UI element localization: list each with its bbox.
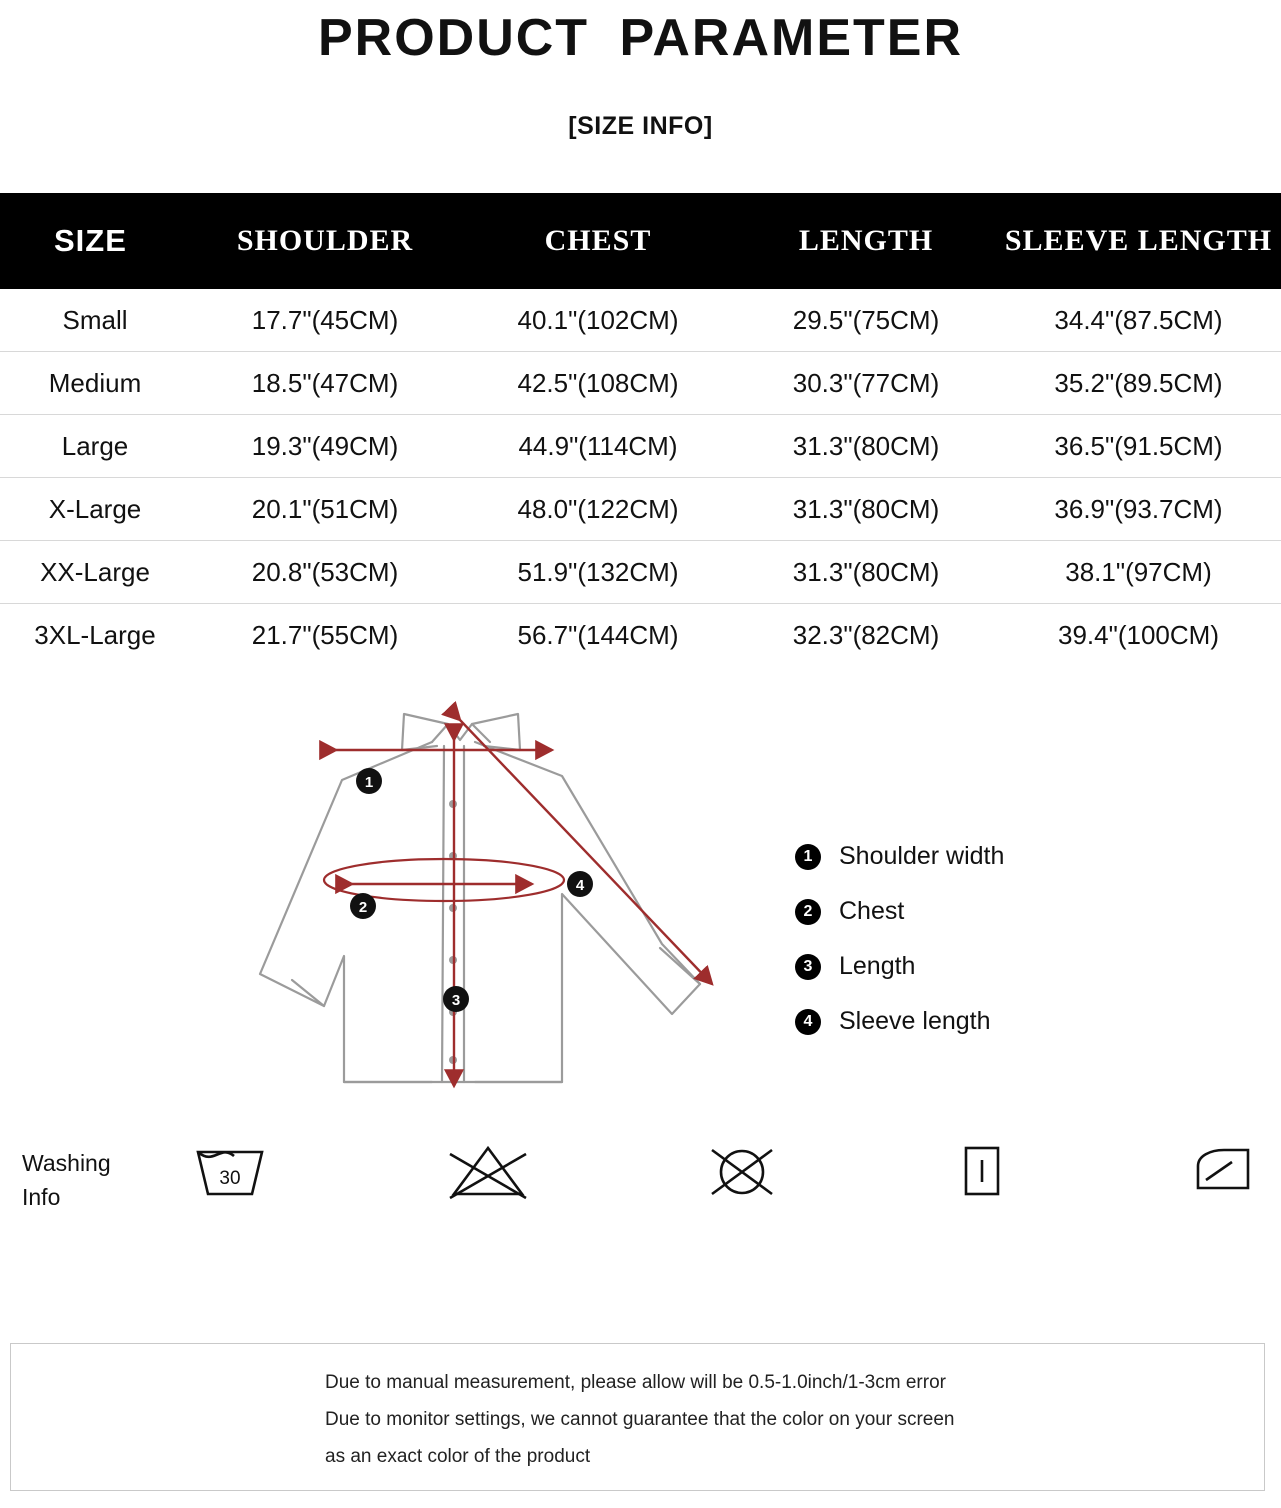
cell-sleeve: 36.9"(93.7CM) [996, 478, 1281, 541]
do-not-steam-iron-icon [1190, 1136, 1258, 1206]
cell-length: 29.5"(75CM) [736, 289, 996, 352]
machine-wash-30-icon [190, 1136, 270, 1206]
cell-shoulder: 20.8"(53CM) [190, 541, 460, 604]
cell-size: Large [0, 415, 190, 478]
column-header-shoulder: SHOULDER [236, 224, 414, 257]
do-not-tumble-dry-icon [700, 1136, 784, 1206]
page-title: PRODUCT PARAMETER [317, 9, 964, 67]
cell-chest: 44.9"(114CM) [460, 415, 736, 478]
cell-chest: 48.0"(122CM) [460, 478, 736, 541]
column-header-size: SIZE [54, 223, 127, 258]
do-not-bleach-icon [442, 1136, 534, 1206]
cell-length: 31.3"(80CM) [736, 478, 996, 541]
washing-info-section [0, 1128, 1281, 1248]
column-header-length: LENGTH [798, 224, 934, 257]
cell-sleeve: 35.2"(89.5CM) [996, 352, 1281, 415]
size-chart-table [0, 193, 1281, 666]
disclaimer-line-1: Due to manual measurement, please allow will be 0.5-1.0inch/1-3cm error [325, 1372, 946, 1393]
disclaimer-line-2: Due to monitor settings, we cannot guarantee that the color on your screen [325, 1409, 955, 1430]
measurement-legend [795, 842, 1004, 1062]
cell-length: 31.3"(80CM) [736, 415, 996, 478]
washing-info-label-line1: Washing [22, 1150, 111, 1176]
washing-info-label [22, 1146, 172, 1214]
table-row [0, 478, 1281, 541]
cell-chest: 42.5"(108CM) [460, 352, 736, 415]
legend-number-2: 2 [795, 899, 821, 925]
cell-sleeve: 38.1"(97CM) [996, 541, 1281, 604]
svg-text:2: 2 [358, 899, 368, 916]
legend-label-chest: Chest [839, 897, 905, 925]
size-info-subtitle: [SIZE INFO] [568, 112, 713, 140]
measurement-diagram [0, 684, 1281, 1114]
cell-size: Small [0, 289, 190, 352]
legend-number-3: 3 [795, 954, 821, 980]
cell-shoulder: 21.7"(55CM) [251, 619, 399, 650]
legend-item-shoulder-width [795, 842, 1004, 871]
cell-chest: 51.9"(132CM) [460, 541, 736, 604]
shirt-illustration [232, 684, 752, 1104]
legend-number-1: 1 [795, 844, 821, 870]
cell-chest: 56.7"(144CM) [517, 619, 679, 650]
table-row [0, 289, 1281, 352]
cell-length: 32.3"(82CM) [792, 619, 940, 650]
cell-shoulder: 17.7"(45CM) [190, 289, 460, 352]
cell-size: 3XL-Large [34, 619, 156, 650]
legend-label-shoulder-width: Shoulder width [839, 842, 1005, 870]
legend-label-length: Length [839, 952, 916, 980]
table-row [0, 415, 1281, 478]
cell-shoulder: 20.1"(51CM) [190, 478, 460, 541]
table-row [0, 604, 1281, 667]
cell-chest: 40.1"(102CM) [460, 289, 736, 352]
cell-shoulder: 19.3"(49CM) [190, 415, 460, 478]
disclaimer-box [10, 1343, 1265, 1491]
cell-sleeve: 34.4"(87.5CM) [996, 289, 1281, 352]
disclaimer-line-3: as an exact color of the product [325, 1446, 591, 1467]
cell-length: 31.3"(80CM) [736, 541, 996, 604]
cell-sleeve: 36.5"(91.5CM) [996, 415, 1281, 478]
column-header-chest: CHEST [544, 224, 652, 257]
svg-text:3: 3 [451, 992, 461, 1009]
washing-info-label-line2: Info [22, 1184, 61, 1210]
table-row [0, 541, 1281, 604]
cell-sleeve: 39.4"(100CM) [1058, 619, 1219, 650]
iron-low-icon [950, 1136, 1014, 1206]
cell-size: XX-Large [0, 541, 190, 604]
cell-size: Medium [0, 352, 190, 415]
table-row [0, 352, 1281, 415]
legend-item-chest [795, 897, 1004, 926]
svg-text:4: 4 [575, 877, 585, 894]
cell-length: 30.3"(77CM) [736, 352, 996, 415]
legend-number-4: 4 [795, 1009, 821, 1035]
column-header-sleeve-length: SLEEVE LENGTH [1004, 224, 1273, 257]
cell-shoulder: 18.5"(47CM) [190, 352, 460, 415]
svg-text:30: 30 [219, 1168, 241, 1189]
svg-text:1: 1 [364, 774, 374, 791]
legend-item-length [795, 952, 1004, 981]
cell-size: X-Large [0, 478, 190, 541]
legend-item-sleeve-length [795, 1007, 1004, 1036]
table-header-row [0, 193, 1281, 289]
legend-label-sleeve-length: Sleeve length [839, 1007, 991, 1035]
